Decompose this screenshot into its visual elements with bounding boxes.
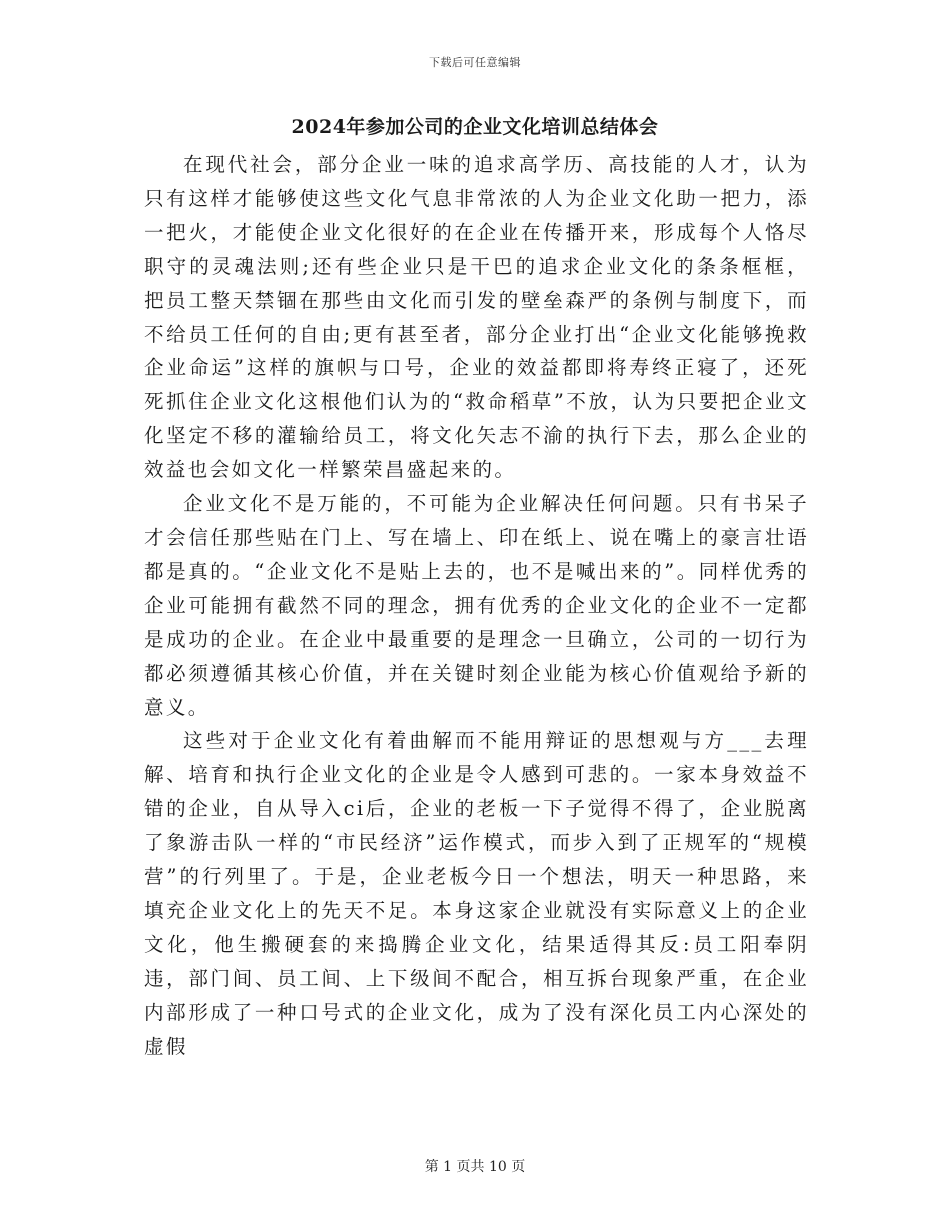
- page-header-note: 下载后可任意编辑: [429, 56, 521, 69]
- paragraph-3: 这些对于企业文化有着曲解而不能用辩证的思想观与方___去理解、培育和执行企业文化的企业是令人感到可悲的。一家本身效益不错的企业，自从导入ci后，企业的老板一下子觉得不得了，企业脱离了象游击队一样的“市民经济”运作模式，而步入到了正规军的“规模营”的行列里了。于是，企业老板今日一个想法，明天一种思路，来填充企业文化上的先天不足。本身这家企业就没有实际意义上的企业文化，他生搬硬套的来捣腾企业文化，结果适得其反:员工阳奉阴违，部门间、员工间、上下级间不配合，相互拆台现象严重，在企业内部形成了一种口号式的企业文化，成为了没有深化员工内心深处的虚假: [144, 729, 809, 1058]
- paragraph-1: 在现代社会，部分企业一味的追求高学历、高技能的人才，认为只有这样才能够使这些文化气息非常浓的人为企业文化助一把力，添一把火，才能使企业文化很好的在企业在传播开来，形成每个人恪尽职守的灵魂法则;还有些企业只是干巴的追求企业文化的条条框框，把员工整天禁锢在那些由文化而引发的壁垒森严的条例与制度下，而不给员工任何的自由;更有甚至者，部分企业打出“企业文化能够挽救企业命运”这样的旗帜与口号，企业的效益都即将寿终正寝了，还死死抓住企业文化这根他们认为的“救命稻草”不放，认为只要把企业文化坚定不移的灌输给员工，将文化矢志不渝的执行下去，那么企业的效益也会如文化一样繁荣昌盛起来的。: [144, 153, 809, 482]
- page-number: 第 1 页共 10 页: [424, 1159, 526, 1175]
- document-body: [144, 148, 809, 1063]
- paragraph-2: 企业文化不是万能的，不可能为企业解决任何问题。只有书呆子才会信任那些贴在门上、写在墙上、印在纸上、说在嘴上的豪言壮语都是真的。“企业文化不是贴上去的，也不是喊出来的”。同样优秀的企业可能拥有截然不同的理念，拥有优秀的企业文化的企业不一定都是成功的企业。在企业中最重要的是理念一旦确立，公司的一切行为都必须遵循其核心价值，并在关键时刻企业能为核心价值观给予新的意义。: [144, 492, 809, 719]
- document-title: 2024年参加公司的企业文化培训总结体会: [291, 116, 659, 138]
